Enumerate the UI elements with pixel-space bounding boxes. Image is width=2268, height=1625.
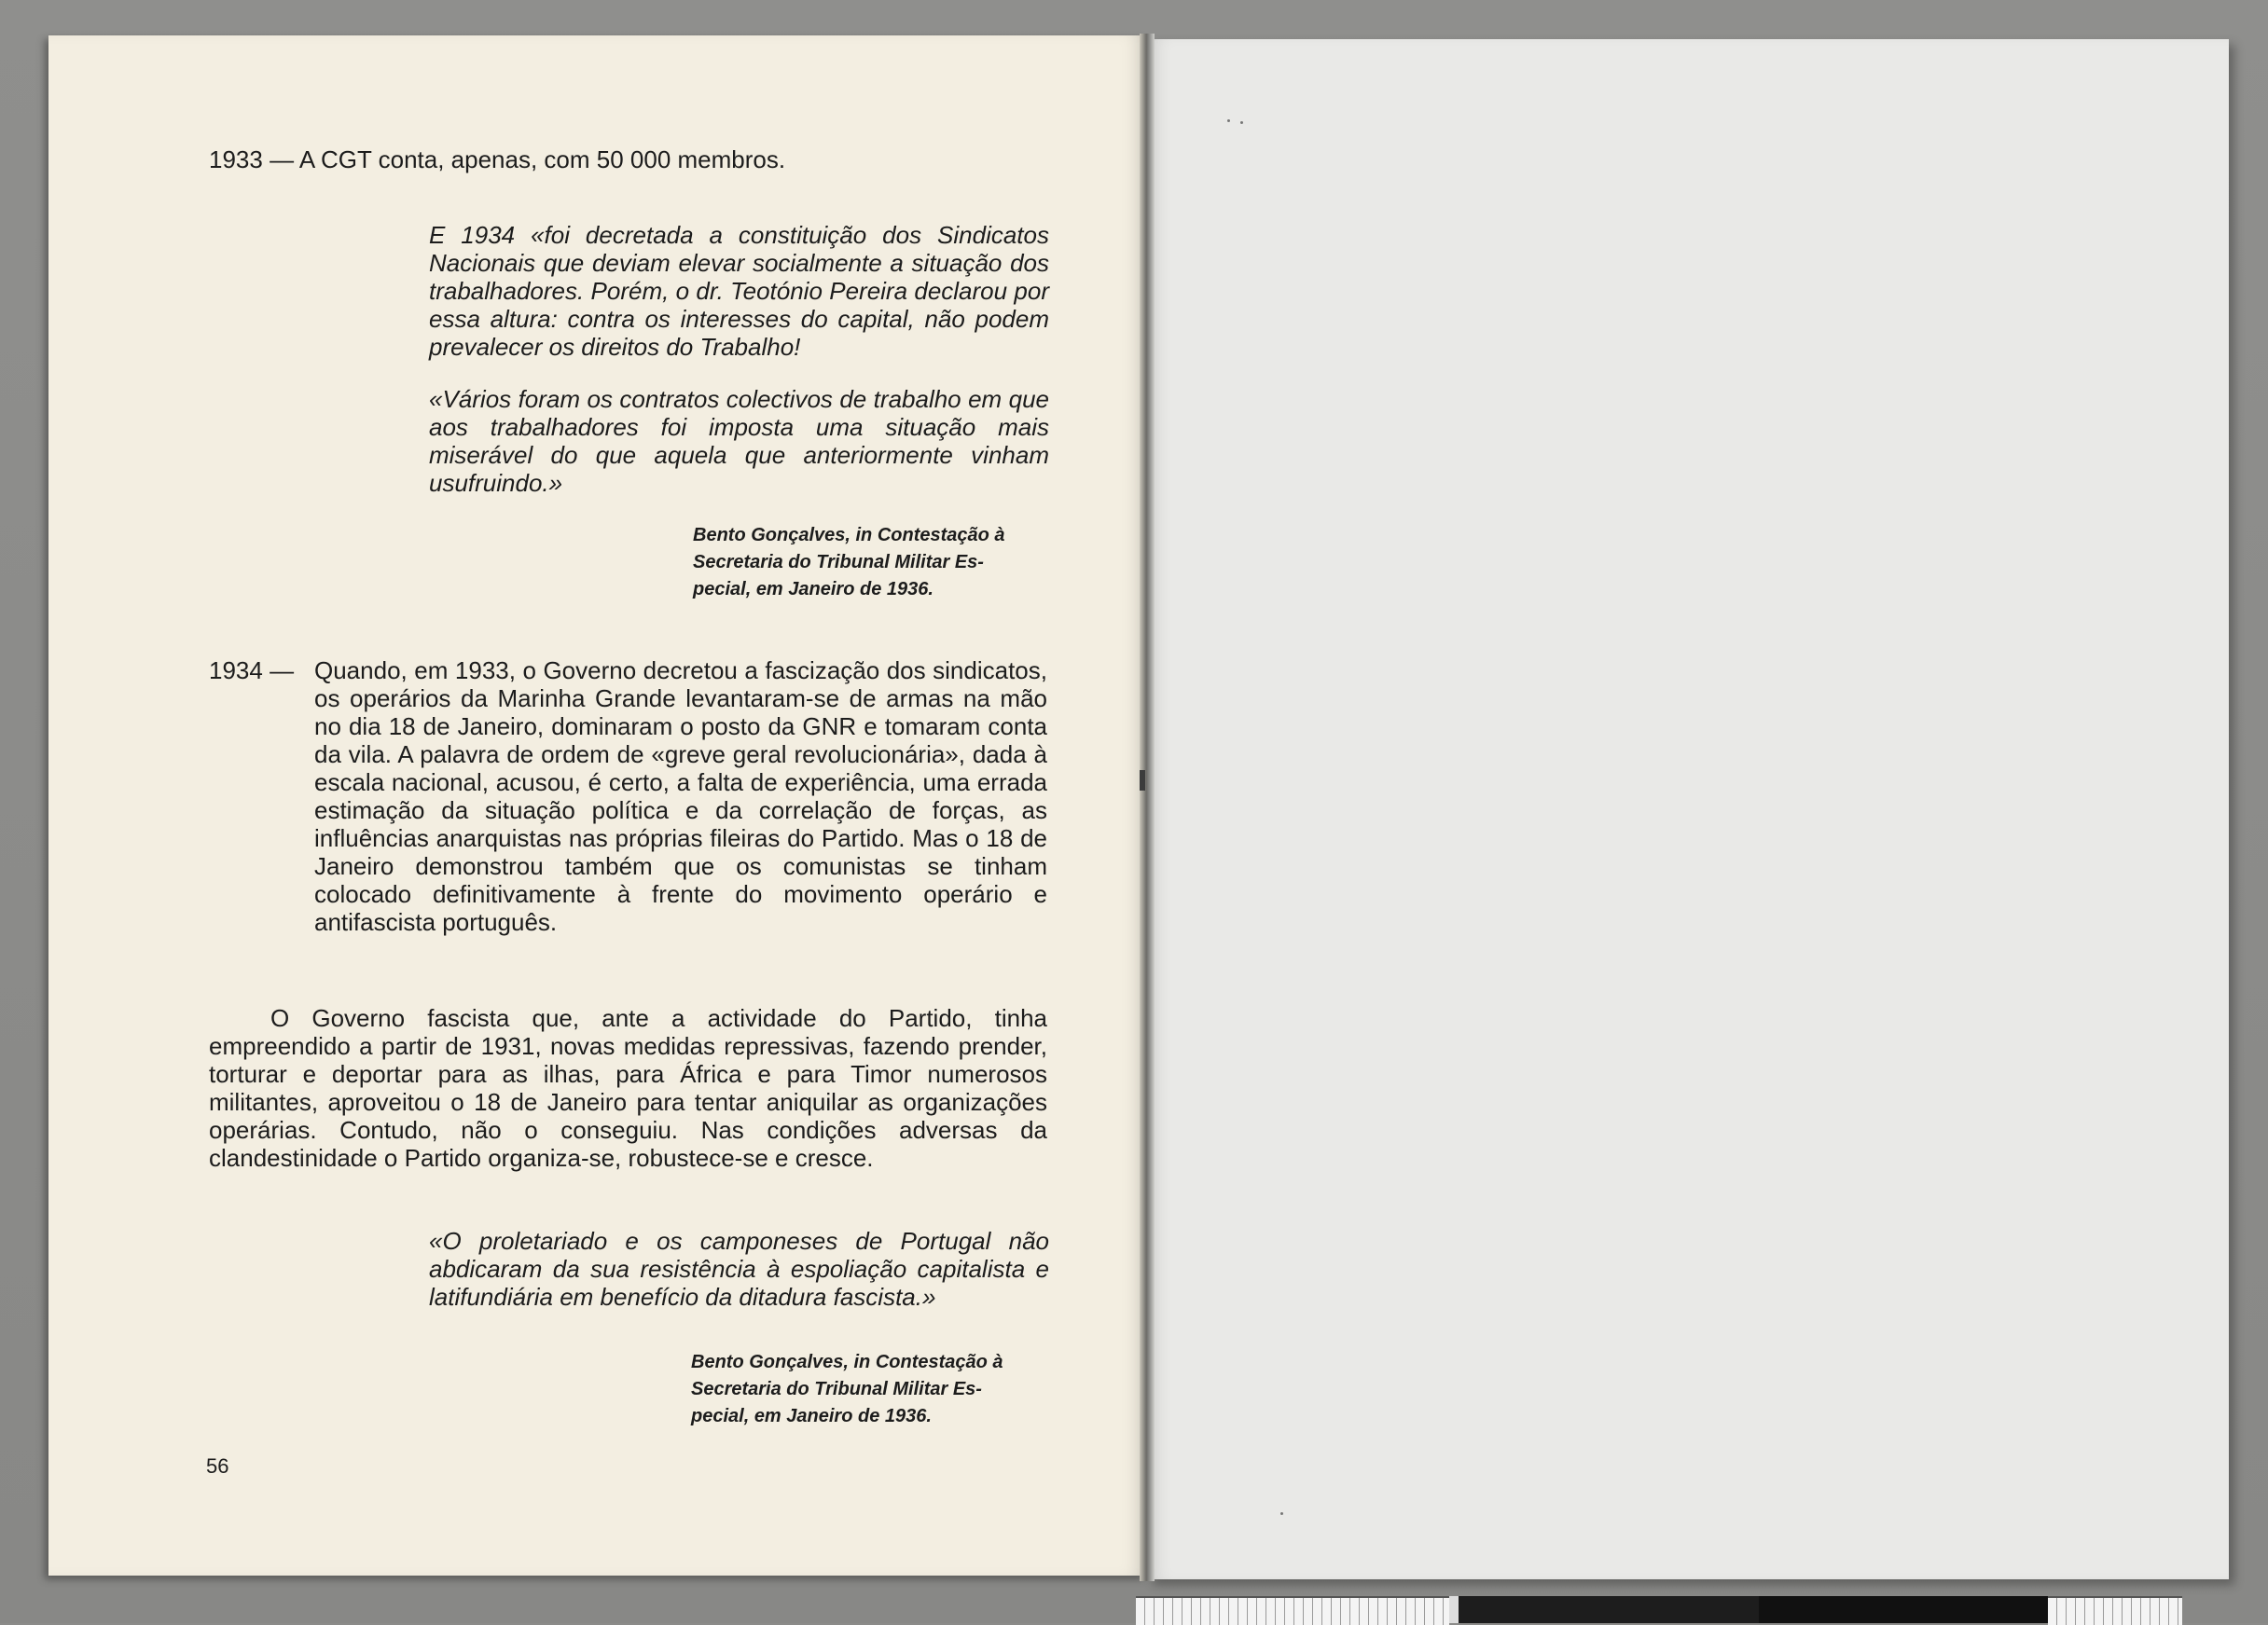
scale-ruler-mid: [1459, 1596, 1759, 1623]
paper-speck: [1280, 1512, 1283, 1515]
quote-1-paragraph-2: «Vários foram os contratos colectivos de trabalho em que aos trabalhadores foi imposta uma situação mais miserável do que aquela que anteriormente vinham usufruindo.»: [429, 385, 1049, 497]
quote-1-citation: [693, 522, 1066, 603]
citation-line: Secretaria do Tribunal Militar Es-: [693, 552, 984, 572]
book-spine: [1140, 34, 1155, 1581]
page-number: 56: [206, 1454, 229, 1478]
right-page-blank: [1147, 39, 2229, 1579]
entry-1933-line: 1933 — A CGT conta, apenas, com 50 000 membros.: [209, 145, 786, 173]
citation-line: Bento Gonçalves, in Contestação à: [693, 525, 1005, 545]
scale-ruler: [1136, 1596, 1449, 1625]
citation-line: Bento Gonçalves, in Contestação à: [691, 1352, 1003, 1372]
citation-line: Secretaria do Tribunal Militar Es-: [691, 1379, 982, 1399]
quote-2-citation: [691, 1349, 1064, 1430]
citation-line: pecial, em Janeiro de 1936.: [693, 579, 933, 599]
scale-ruler-gap: [1449, 1596, 1459, 1623]
citation-line: pecial, em Janeiro de 1936.: [691, 1406, 932, 1426]
quote-2-text: «O proletariado e os camponeses de Portugal não abdicaram da sua resistência à espoliação capitalista e latifundiária em benefício da ditadura fascista.»: [429, 1227, 1049, 1311]
spine-mark: [1140, 770, 1145, 791]
paper-speck: [1227, 119, 1230, 122]
paragraph-governo: O Governo fascista que, ante a actividade do Partido, tinha empreendido a partir de 1931, novas medidas repressivas, fazendo prender, torturar e deportar para as ilhas, para África e para Timor numerosos militantes, aproveitou o 18 de Janeiro para tentar aniquilar as organizações operárias. Contudo, não o conseguiu. Nas condições adversas da clandestinidade o Partido organiza-se, robustece-se e cresce.: [209, 1004, 1047, 1172]
scale-ruler-end: [2048, 1596, 2182, 1625]
paper-speck: [1240, 121, 1243, 124]
entry-1934-text: Quando, em 1933, o Governo decretou a fascização dos sindicatos, os operários da Marinha Grande levantaram-se de armas na mão no dia 18 de Janeiro, dominaram o posto da GNR e tomaram conta da vila. A palavra de ordem de «greve geral revolucionária», dada à escala nacional, acusou, é certo, a falta de experiência, uma errada estimação da situação política e da correlação de forças, as influências anarquistas nas próprias fileiras do Partido. Mas o 18 de Janeiro demonstrou também que os comunistas se tinham colocado definitivamente à frente do movimento operário e antifascista português.: [314, 656, 1047, 936]
entry-1934-year: 1934 —: [209, 656, 295, 684]
quote-1-paragraph-1: E 1934 «foi decretada a constituição dos Sindicatos Nacionais que deviam elevar socialmente a situação dos trabalhadores. Porém, o dr. Teotónio Pereira declarou por essa altura: contra os interesses do capital, não podem prevalecer os direitos do Trabalho!: [429, 221, 1049, 361]
scale-ruler-block: [1759, 1596, 2048, 1623]
